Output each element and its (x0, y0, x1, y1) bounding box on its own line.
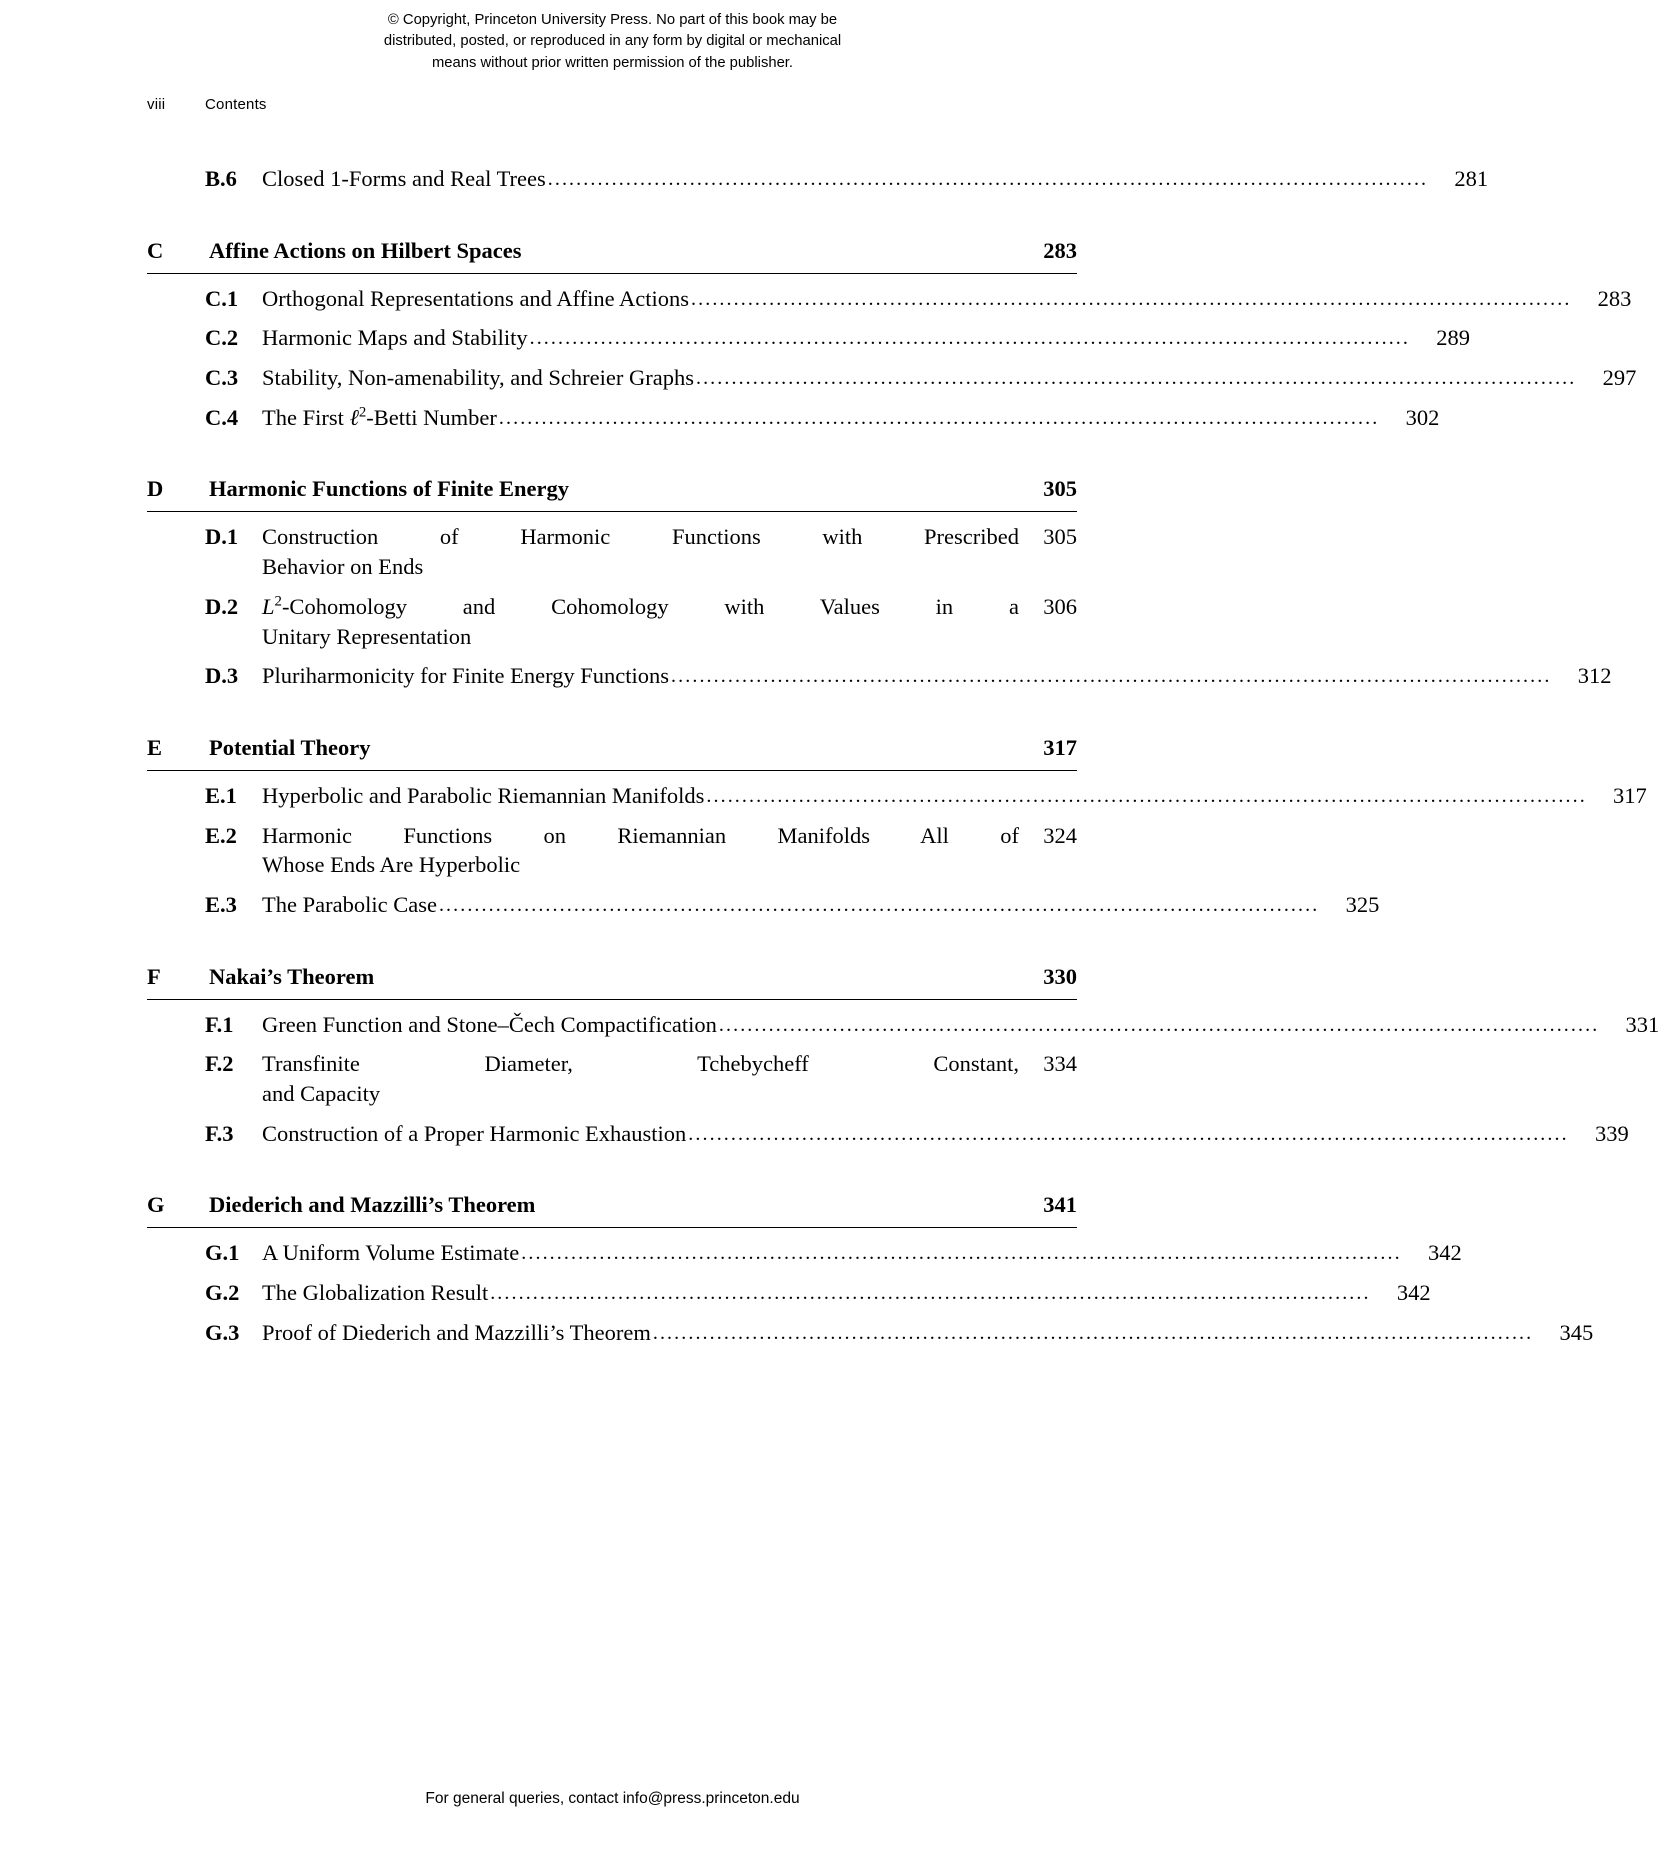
toc-entry-number: C.2 (205, 325, 239, 351)
running-head-label: Contents (205, 96, 267, 113)
toc-entry-page: 334 (1043, 1051, 1077, 1077)
toc-entry-title: A Uniform Volume Estimate (262, 1240, 520, 1266)
toc-entry-f3[interactable] (147, 1119, 1629, 1149)
toc-entry-d3[interactable] (147, 661, 1612, 691)
leader-dots (530, 325, 1410, 351)
chapter-rule (147, 999, 1077, 1000)
toc-entry-title-line2: and Capacity (262, 1081, 381, 1106)
toc-entry-number: F.1 (205, 1011, 234, 1037)
toc-entry-page: 317 (1613, 782, 1647, 808)
toc-entry-g1[interactable] (147, 1238, 1462, 1268)
toc-chapter-e[interactable] (147, 735, 1077, 761)
toc-entry-number: D.1 (205, 524, 239, 550)
chapter-title: Nakai’s Theorem (209, 963, 375, 989)
toc-chapter-c[interactable] (147, 238, 1077, 264)
leader-dots (691, 286, 1571, 312)
toc-entry-title: The First ℓ$^2$-Betti Number (262, 404, 497, 430)
toc-entry-title-line2: Unitary Representation (262, 623, 472, 649)
toc-entry-number: G.3 (205, 1319, 240, 1345)
toc-entry-page: 281 (1454, 166, 1489, 191)
toc-entry-number: C.3 (205, 365, 239, 391)
toc-chapter-f[interactable] (147, 964, 1077, 990)
toc-entry-title-line1: $L^2$-Cohomology and Cohomology with Values in a (262, 593, 1019, 619)
chapter-rule (147, 1227, 1077, 1228)
toc-entry-d1[interactable] (147, 522, 1077, 581)
toc-entry-title: Orthogonal Representations and Affine Actions (262, 285, 690, 311)
toc-entry-title: Harmonic Maps and Stability (262, 325, 528, 351)
toc-entry-f1[interactable] (147, 1010, 1659, 1040)
chapter-rule (147, 770, 1077, 771)
page-folio: viii (147, 96, 166, 113)
toc-entry-page: 325 (1345, 891, 1380, 917)
chapter-page: 283 (1043, 237, 1077, 263)
copyright-line-2: distributed, posted, or reproduced in any form by digital or mechanical (383, 33, 842, 50)
toc-entry-page: 302 (1405, 404, 1440, 430)
copyright-line-3: means without prior written permission of the publisher. (431, 54, 794, 71)
toc-entry-e3[interactable] (147, 890, 1380, 920)
toc-entry-number: D.2 (205, 593, 239, 619)
toc-entry-title: The Globalization Result (262, 1280, 489, 1306)
toc-chapter-g[interactable] (147, 1192, 1077, 1218)
toc-entry-title: Construction of a Proper Harmonic Exhaustion (262, 1120, 687, 1146)
copyright-notice (0, 10, 1225, 74)
footer-queries: For general queries, contact info@press.princeton.edu (425, 1790, 800, 1807)
leader-dots (521, 1240, 1401, 1266)
chapter-page: 330 (1043, 963, 1077, 989)
chapter-title: Potential Theory (209, 734, 371, 760)
chapter-letter: E (147, 734, 163, 760)
toc-entry-page: 324 (1043, 822, 1077, 848)
toc-entry-number: G.1 (205, 1240, 240, 1266)
copyright-line-1: © Copyright, Princeton University Press. No part of this book may be (387, 12, 838, 28)
chapter-page: 317 (1043, 734, 1077, 760)
toc-entry-number: E.3 (205, 891, 237, 917)
chapter-title: Affine Actions on Hilbert Spaces (209, 237, 522, 263)
running-head (147, 96, 267, 113)
toc-entry-title-line1: Harmonic Functions on Riemannian Manifolds All of (262, 822, 1019, 848)
toc-entry-number: C.4 (205, 404, 239, 430)
toc-entry-page: 305 (1043, 524, 1077, 550)
toc-entry-title-line2: Behavior on Ends (262, 554, 424, 580)
toc-entry-number: F.3 (205, 1120, 234, 1146)
toc-entry-e2[interactable] (147, 821, 1077, 880)
toc-entry-page: 312 (1577, 663, 1612, 689)
chapter-letter: F (147, 963, 161, 989)
leader-dots (490, 1280, 1370, 1306)
chapter-page: 305 (1043, 476, 1077, 502)
toc-entry-f2[interactable] (147, 1049, 1077, 1108)
chapter-letter: G (147, 1192, 165, 1218)
toc-entry-page: 306 (1043, 593, 1077, 619)
toc-entry-title: The Parabolic Case (262, 891, 437, 917)
toc-entry-title: Pluriharmonicity for Finite Energy Functions (262, 663, 670, 689)
toc-entry-d2[interactable] (147, 592, 1077, 651)
chapter-letter: D (147, 476, 164, 502)
table-of-contents (147, 160, 1659, 1347)
toc-entry-page: 331 (1625, 1011, 1659, 1037)
leader-dots (653, 1320, 1533, 1346)
toc-entry-title-line1: Transfinite Diameter, Tchebycheff Constant, (262, 1051, 1019, 1077)
toc-entry-title-line2: Whose Ends Are Hyperbolic (262, 852, 521, 878)
toc-entry-number: E.1 (205, 782, 237, 808)
toc-entry-g2[interactable] (147, 1278, 1431, 1308)
toc-entry-number: B.6 (205, 166, 237, 191)
leader-dots (439, 892, 1319, 918)
toc-entry-e1[interactable] (147, 781, 1647, 811)
leader-dots (706, 783, 1586, 809)
toc-entry-c4[interactable] (147, 403, 1440, 433)
toc-entry-title: Stability, Non-amenability, and Schreier Graphs (262, 365, 694, 391)
chapter-letter: C (147, 237, 164, 263)
toc-entry-page: 345 (1559, 1319, 1594, 1345)
toc-entry-title-line1: Construction of Harmonic Functions with Prescribed (262, 524, 1019, 550)
toc-entry-c2[interactable] (147, 323, 1470, 353)
leader-dots (719, 1012, 1599, 1038)
toc-entry-title: Green Function and Stone–Čech Compactification (262, 1011, 717, 1037)
leader-dots (499, 405, 1379, 431)
toc-entry-b6[interactable] (147, 164, 1489, 194)
toc-entry-page: 289 (1436, 325, 1470, 351)
leader-dots (688, 1121, 1568, 1147)
toc-entry-number: F.2 (205, 1051, 234, 1077)
toc-entry-c3[interactable] (147, 363, 1637, 393)
toc-entry-number: D.3 (205, 663, 239, 689)
chapter-title: Diederich and Mazzilli’s Theorem (209, 1192, 536, 1218)
leader-dots (696, 365, 1576, 391)
chapter-page: 341 (1043, 1192, 1077, 1218)
toc-entry-number: C.1 (205, 285, 239, 311)
toc-entry-page: 283 (1597, 285, 1632, 311)
leader-dots (671, 663, 1551, 689)
toc-entry-title: Hyperbolic and Parabolic Riemannian Manifolds (262, 782, 705, 808)
toc-entry-page: 342 (1396, 1280, 1431, 1306)
toc-entry-page: 297 (1602, 365, 1637, 391)
toc-entry-g3[interactable] (147, 1318, 1594, 1348)
toc-entry-number: E.2 (205, 822, 237, 848)
chapter-rule (147, 273, 1077, 274)
chapter-title: Harmonic Functions of Finite Energy (209, 476, 569, 502)
chapter-rule (147, 511, 1077, 512)
toc-entry-title: Proof of Diederich and Mazzilli’s Theorem (262, 1319, 651, 1345)
toc-chapter-d[interactable] (147, 476, 1077, 502)
toc-entry-number: G.2 (205, 1280, 240, 1306)
toc-entry-c1[interactable] (147, 284, 1632, 314)
toc-entry-page: 342 (1427, 1240, 1462, 1266)
toc-entry-page: 339 (1594, 1120, 1629, 1146)
leader-dots (548, 166, 1428, 192)
toc-entry-title: Closed 1-Forms and Real Trees (262, 166, 546, 191)
